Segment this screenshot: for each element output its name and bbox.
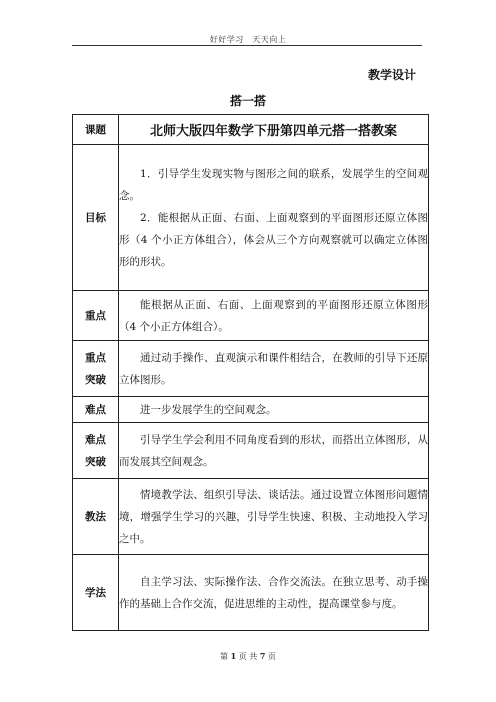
course-value: 北师大版四年数学下册第四单元搭一搭教案 [119,115,429,145]
teaching-method-text: 情境教学法、组织引导法、谈话法。通过设置立体图形问题情境，增强学生学习的兴趣，引导学生快速、积极、主动地投入学习之中。 [119,488,428,545]
footer-prefix: 第 [220,652,229,661]
page-header-text: 好好学习 天天向上 [209,35,287,44]
key-breakthrough-label [73,341,119,397]
page-footer [0,651,496,662]
difficulty-content [119,397,429,423]
key-breakthrough-content [119,341,429,397]
footer-page-number: 1 [230,651,237,661]
row-teaching-method [73,479,429,555]
teaching-method-content [119,479,429,555]
lesson-plan-table [72,114,429,631]
goal-item-2: 2．能根据从正面、右面、上面观察到的平面图形还原立体图形（4 个小正方体组合），体会从三个方向观察就可以确定立体图形的形状。 [119,211,428,268]
difficulty-breakthrough-label-line1: 难点 [85,433,106,446]
document-title: 搭一搭 [229,94,266,108]
row-difficulty-breakthrough [73,423,429,479]
key-breakthrough-label-line1: 重点 [85,351,106,364]
row-course [73,115,429,145]
footer-suffix: 页 [267,652,276,661]
document-type-label: 教学设计 [367,68,416,82]
learning-method-label: 学法 [73,555,119,631]
footer-total-pages: 7 [259,651,266,661]
key-breakthrough-text: 通过动手操作、直观演示和课件相结合，在教师的引导下还原立体图形。 [119,351,428,386]
goal-label: 目标 [73,145,119,291]
learning-method-text: 自主学习法、实际操作法、合作交流法。在独立思考、动手操作的基础上合作交流，促进思维的主动性，提高课堂参与度。 [119,575,428,610]
difficulty-breakthrough-label [73,423,119,479]
learning-method-content [119,555,429,631]
goal-content [119,145,429,291]
key-point-content [119,291,429,341]
key-point-text: 能根据从正面、右面、上面观察到的平面图形还原立体图形（4 个小正方体组合）。 [119,298,428,333]
difficulty-text: 进一步发展学生的空间观念。 [140,403,277,416]
footer-middle: 页 共 [238,652,258,661]
header-divider [72,45,422,46]
teaching-method-label: 教法 [73,479,119,555]
row-difficulty [73,397,429,423]
goal-item-1: 1．引导学生发现实物与图形之间的联系，发展学生的空间观念。 [119,167,428,202]
difficulty-breakthrough-content [119,423,429,479]
difficulty-label: 难点 [73,397,119,423]
row-goals [73,145,429,291]
difficulty-breakthrough-label-line2: 突破 [85,455,106,468]
row-key-breakthrough [73,341,429,397]
key-breakthrough-label-line2: 突破 [85,373,106,386]
row-learning-method [73,555,429,631]
row-key-point [73,291,429,341]
key-point-label: 重点 [73,291,119,341]
course-label: 课题 [73,115,119,145]
difficulty-breakthrough-text: 引导学生学会利用不同角度看到的形状，而搭出立体图形，从而发展其空间观念。 [119,433,428,468]
